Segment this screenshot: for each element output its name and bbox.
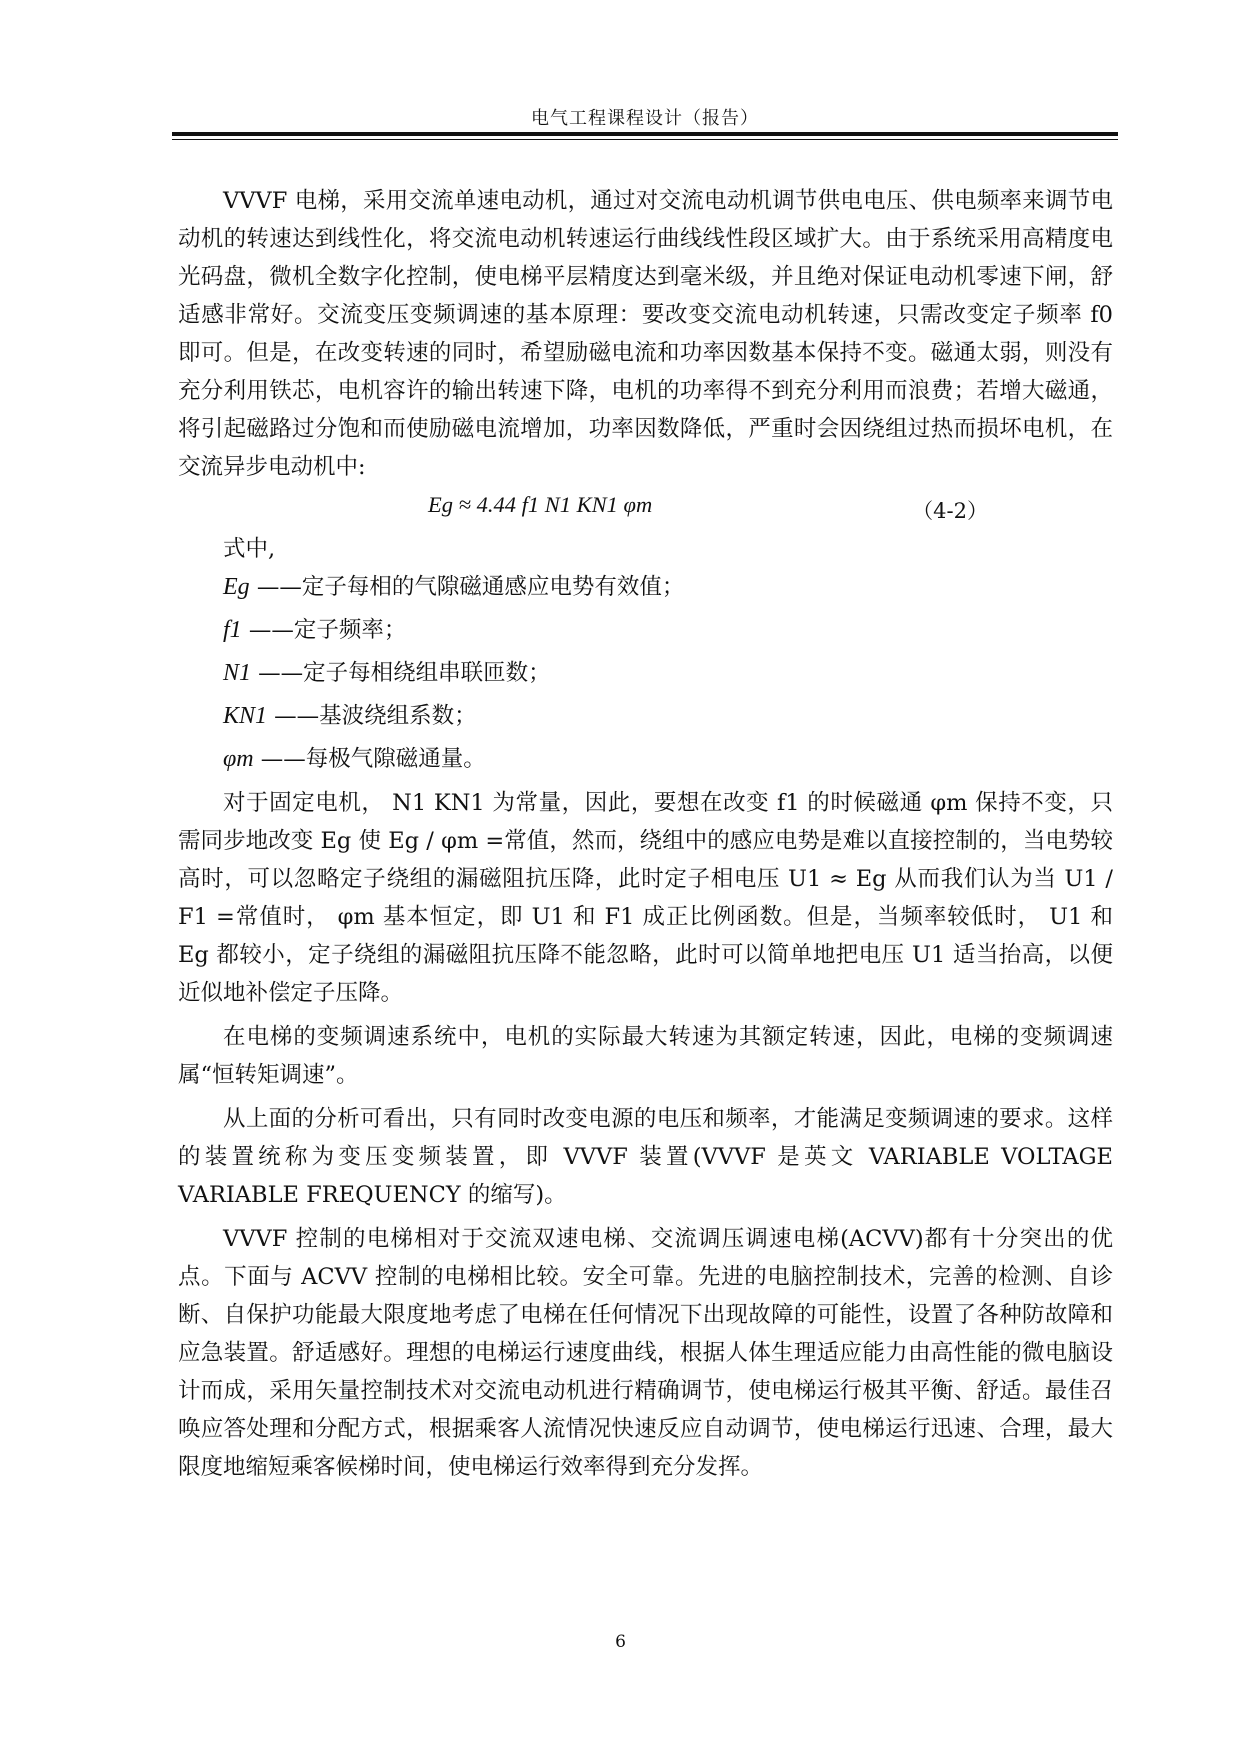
paragraph-vvvf-device: 从上面的分析可看出，只有同时改变电源的电压和频率，才能满足变频调速的要求。这样的装置统称为变压变频装置，即 VVVF 装置(VVVF 是英文 VARIABLE VOLTAGE VARIABLE FREQUENCY 的缩写)。 bbox=[178, 1106, 1113, 1208]
equation-formula: Eg ≈ 4.44 f1 N1 KN1 φm bbox=[428, 492, 653, 517]
equation-number: （4-2） bbox=[912, 499, 988, 523]
definition-row bbox=[178, 654, 1113, 692]
definition-symbol: Eg bbox=[223, 574, 250, 600]
header-rule-thin bbox=[172, 139, 1118, 140]
definition-symbol: f1 bbox=[223, 617, 242, 643]
definition-symbol: N1 bbox=[223, 660, 252, 686]
definition-row bbox=[178, 568, 1113, 606]
definition-text: ——基波绕组系数； bbox=[274, 703, 477, 729]
paragraph-constant-torque: 在电梯的变频调速系统中，电机的实际最大转速为其额定转速，因此，电梯的变频调速属“恒转矩调速”。 bbox=[178, 1024, 1113, 1088]
definition-row bbox=[178, 697, 1113, 735]
definition-text: ——定子每相绕组串联匝数； bbox=[258, 660, 551, 686]
equation-row bbox=[178, 486, 1113, 524]
header-rule-thick bbox=[172, 132, 1118, 136]
definition-symbol: KN1 bbox=[223, 703, 268, 729]
definition-symbol: φm bbox=[223, 746, 254, 772]
definition-row bbox=[178, 740, 1113, 778]
definition-row bbox=[178, 611, 1113, 649]
definition-text: ——定子频率； bbox=[248, 617, 407, 643]
paragraph-fixed-motor: 对于固定电机， N1 KN1 为常量，因此，要想在改变 f1 的时候磁通 φm 保持不变，只需同步地改变 Eg 使 Eg / φm =常值，然而，绕组中的感应电势是难以直接控制的，当电势较高时，可以忽略定子绕组的漏磁阻抗压降，此时定子相电压 U1 ≈ Eg 从而我们认为当 U1 / F1 =常值时， φm 基本恒定，即 U1 和 F1 成正比例函数。但是，当频率较低时， U1 和 Eg 都较小，定子绕组的漏磁阻抗压降不能忽略，此时可以简单地把电压 U1 适当抬高，以便近似地补偿定子压降。 bbox=[178, 790, 1113, 1006]
page-header: 电气工程课程设计（报告） bbox=[531, 108, 759, 129]
definition-text: ——每极气隙磁通量。 bbox=[260, 746, 486, 772]
page-number: 6 bbox=[615, 1632, 626, 1652]
paragraph-vvvf-advantages: VVVF 控制的电梯相对于交流双速电梯、交流调压调速电梯(ACVV)都有十分突出的优点。下面与 ACVV 控制的电梯相比较。安全可靠。先进的电脑控制技术，完善的检测、自诊断、自保护功能最大限度地考虑了电梯在任何情况下出现故障的可能性，设置了各种防故障和应急装置。舒适感好。理想的电梯运行速度曲线，根据人体生理适应能力由高性能的微电脑设计而成，采用矢量控制技术对交流电动机进行精确调节，使电梯运行极其平衡、舒适。最佳召唤应答处理和分配方式，根据乘客人流情况快速反应自动调节，使电梯运行迅速、合理，最大限度地缩短乘客候梯时间，使电梯运行效率得到充分发挥。 bbox=[178, 1226, 1113, 1480]
document-body bbox=[178, 182, 1113, 1486]
paragraph-vvvf-intro: VVVF 电梯，采用交流单速电动机，通过对交流电动机调节供电电压、供电频率来调节电动机的转速达到线性化，将交流电动机转速运行曲线线性段区域扩大。由于系统采用高精度电光码盘，微机全数字化控制，使电梯平层精度达到毫米级，并且绝对保证电动机零速下闸，舒适感非常好。交流变压变频调速的基本原理：要改变交流电动机转速，只需改变定子频率 f0 即可。但是，在改变转速的同时，希望励磁电流和功率因数基本保持不变。磁通太弱，则没有充分利用铁芯，电机容许的输出转速下降，电机的功率得不到充分利用而浪费；若增大磁通，将引起磁路过分饱和而使励磁电流增加，功率因数降低，严重时会因绕组过热而损坏电机，在交流异步电动机中: bbox=[178, 188, 1113, 480]
paragraph-where: 式中, bbox=[223, 536, 276, 562]
definition-text: ——定子每相的气隙磁通感应电势有效值； bbox=[256, 574, 685, 600]
